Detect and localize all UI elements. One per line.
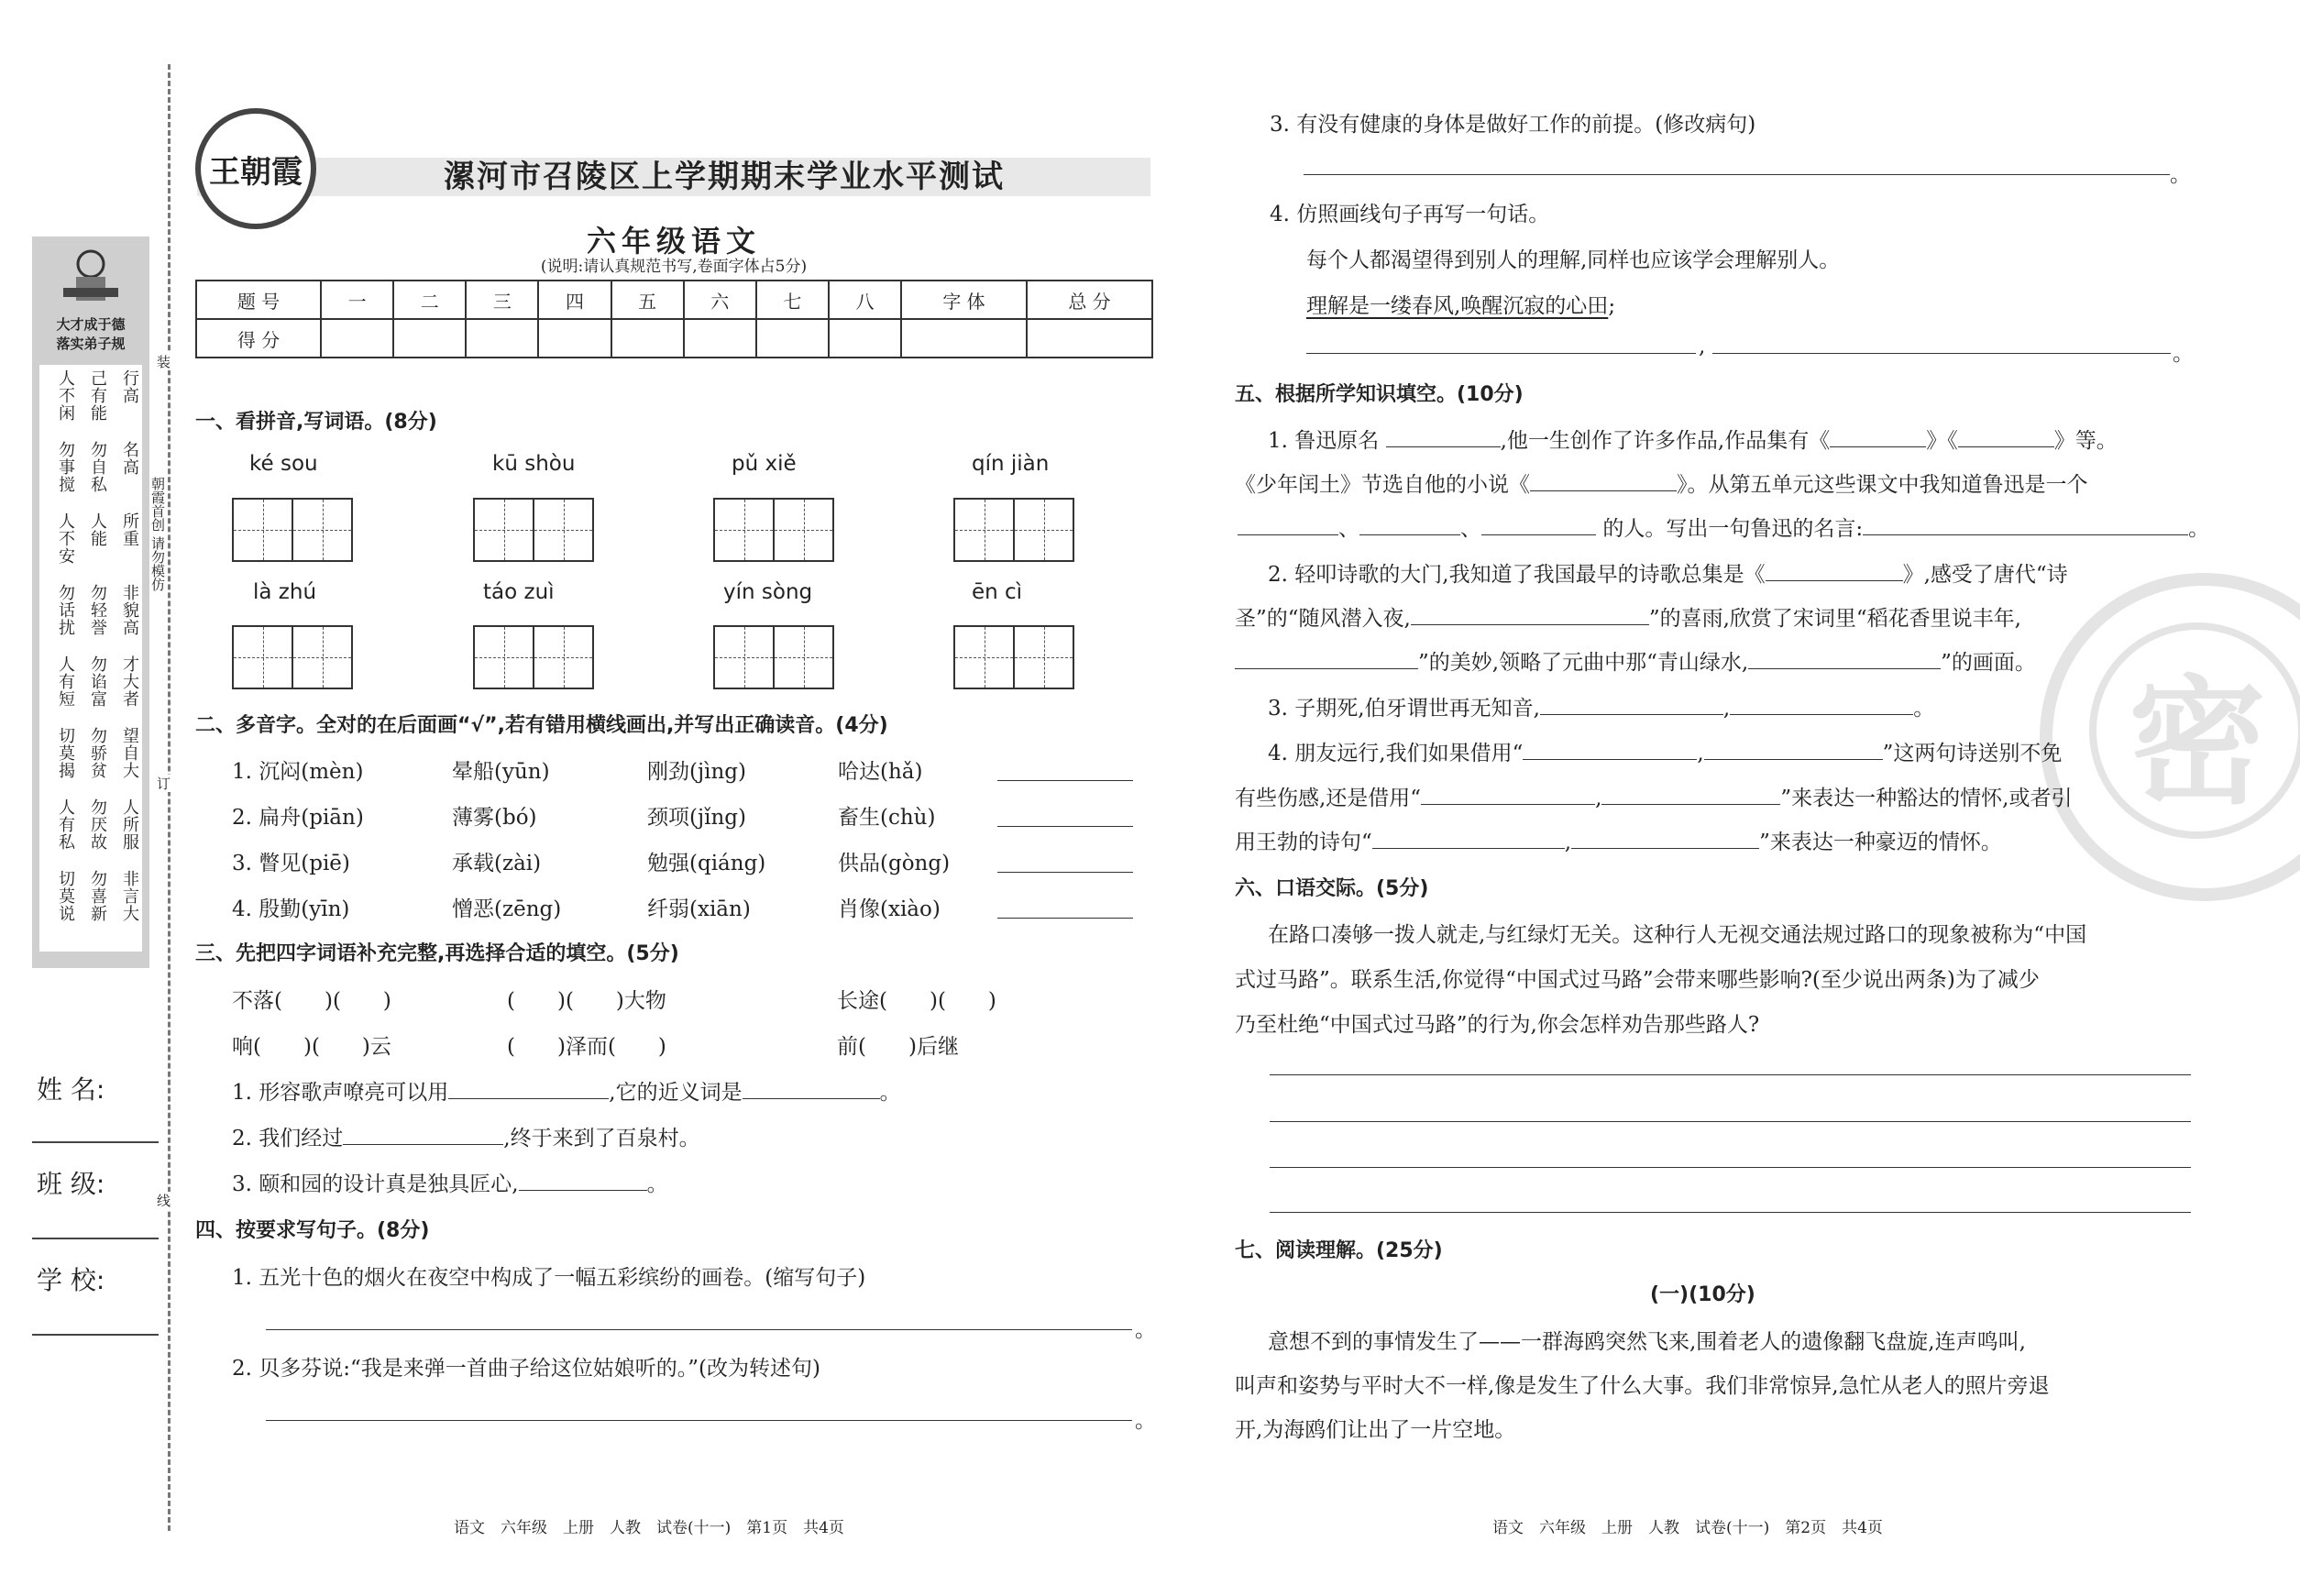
polyphone-item: 3. 瞥见(piē) — [232, 852, 350, 875]
name-label: 姓 名: — [37, 1074, 105, 1105]
class-label: 班 级: — [37, 1169, 105, 1199]
s3-question-3: 3. 颐和园的设计真是独具匠心, 。 — [232, 1172, 668, 1196]
score-table — [195, 280, 1153, 358]
blank[interactable] — [1481, 534, 1596, 535]
fold-mark-ding: 订 — [155, 776, 171, 790]
idiom-item: ( )( )大物 — [507, 989, 666, 1013]
pinyin-label: qín jiàn — [972, 452, 1050, 476]
answer-line[interactable] — [266, 1329, 1132, 1330]
score-header-cell: 八 — [829, 281, 901, 319]
footer-left: 语文 六年级 上册 人教 试卷(十一) 第1页 共4页 — [454, 1519, 844, 1537]
polyphone-item: 晕船(yūn) — [452, 760, 550, 784]
polyphone-item: 憎恶(zēng) — [452, 897, 562, 921]
idiom-item: ( )泽而( ) — [507, 1035, 666, 1059]
reading-paragraph-line: 意想不到的事情发生了——一群海鸥突然飞来,围着老人的遗像翻飞盘旋,连声鸣叫, — [1268, 1330, 2026, 1354]
score-header-cell: 七 — [756, 281, 829, 319]
blank[interactable] — [1411, 624, 1649, 625]
answer-line[interactable] — [997, 780, 1133, 781]
s4-question-3: 3. 有没有健康的身体是做好工作的前提。(修改病句) — [1270, 113, 1756, 137]
answer-line[interactable] — [1270, 1121, 2191, 1122]
answer-line[interactable] — [1304, 174, 2170, 175]
s5-q2-line2: 圣”的“随风潜入夜, ”的喜雨,欣赏了宋词里“稻花香里说丰年, — [1235, 607, 2021, 631]
pinyin-label: ēn cì — [972, 580, 1023, 604]
answer-line[interactable] — [997, 872, 1133, 873]
score-header-cell: 二 — [393, 281, 466, 319]
polyphone-item: 2. 扁舟(piān) — [232, 806, 364, 830]
idiom-item: 长途( )( ) — [837, 989, 996, 1013]
score-header-cell: 三 — [466, 281, 538, 319]
blank[interactable] — [1238, 534, 1338, 535]
reading-paragraph-line: 开,为海鸥们让出了一片空地。 — [1235, 1418, 1516, 1442]
pinyin-label: pǔ xiě — [732, 452, 797, 476]
s4-q4-underlined: 理解是一缕春风,唤醒沉寂的心田; — [1306, 294, 1616, 318]
writing-grid[interactable] — [953, 625, 1074, 689]
score-header-cell: 五 — [611, 281, 684, 319]
blank[interactable] — [1421, 804, 1595, 805]
answer-line[interactable] — [1270, 1074, 2191, 1075]
s6-paragraph-line: 在路口凑够一拨人就走,与红绿灯无关。这种行人无视交通法规过路口的现象被称为“中国 — [1268, 923, 2087, 947]
polyphone-item: 勉强(qiáng) — [647, 852, 766, 875]
period: 。 — [1135, 1318, 1156, 1342]
writing-grid[interactable] — [232, 625, 353, 689]
blank[interactable] — [519, 1190, 647, 1191]
score-cell[interactable] — [901, 319, 1027, 358]
answer-line[interactable] — [266, 1420, 1132, 1421]
pinyin-label: yín sòng — [723, 580, 813, 604]
s3-question-1: 1. 形容歌声嘹亮可以用 ,它的近义词是 。 — [232, 1081, 901, 1105]
sidebar-sayings: 人不闲 己有能 行高 勿事搅 勿自私 名高 人不安 人能 所重 勿话扰 勿轻誉 非貌高 人有短 勿谄富 才大者 切莫揭 勿骄贫 望自大 人有私 勿厌故 人所服 切莫说 勿喜新 非言大 — [39, 365, 142, 952]
comma: , — [1699, 335, 1706, 358]
answer-line[interactable] — [1270, 1167, 2191, 1168]
answer-line[interactable] — [1270, 1212, 2191, 1213]
score-row-label: 得 分 — [196, 319, 321, 358]
score-header-cell: 题 号 — [196, 281, 321, 319]
reading-paragraph-line: 叫声和姿势与平时大不一样,像是发生了什么大事。我们非常惊异,急忙从老人的照片旁退 — [1235, 1374, 2050, 1398]
polyphone-item: 肖像(xiào) — [838, 897, 941, 921]
writing-grid[interactable] — [232, 498, 353, 562]
blank[interactable] — [1530, 490, 1677, 491]
score-cell[interactable] — [829, 319, 901, 358]
writing-grid[interactable] — [473, 498, 594, 562]
exam-title: 漯河市召陵区上学期期末学业水平测试 — [444, 159, 1005, 195]
s6-paragraph-line: 式过马路”。联系生活,你觉得“中国式过马路”会带来哪些影响?(至少说出两条)为了减少 — [1235, 968, 2040, 992]
score-cell[interactable] — [611, 319, 684, 358]
s5-q1-line1: 1. 鲁迅原名 ,他一生创作了许多作品,作品集有《 》《 》等。 — [1268, 429, 2118, 453]
blank[interactable] — [448, 1098, 609, 1099]
blank[interactable] — [1523, 759, 1697, 760]
blank[interactable] — [1748, 668, 1941, 669]
polyphone-item: 4. 殷勤(yīn) — [232, 897, 350, 921]
section7-heading: 七、阅读理解。(25分) — [1235, 1239, 1443, 1262]
polyphone-item: 1. 沉闷(mèn) — [232, 760, 364, 784]
score-header-cell: 字 体 — [901, 281, 1027, 319]
school-label: 学 校: — [37, 1265, 105, 1295]
blank[interactable] — [1359, 534, 1460, 535]
blank[interactable] — [1704, 759, 1883, 760]
score-header-cell: 总 分 — [1027, 281, 1152, 319]
footer-right: 语文 六年级 上册 人教 试卷(十一) 第2页 共4页 — [1492, 1519, 1883, 1537]
score-header-cell: 六 — [684, 281, 756, 319]
score-cell[interactable] — [393, 319, 466, 358]
pinyin-label: táo zuì — [483, 580, 555, 604]
polyphone-item: 哈达(hǎ) — [838, 760, 923, 784]
polyphone-item: 纤弱(xiān) — [647, 897, 751, 921]
blank[interactable] — [1730, 714, 1913, 715]
s3-question-2: 2. 我们经过 ,终于来到了百泉村。 — [232, 1127, 700, 1150]
s5-q4-line1: 4. 朋友远行,我们如果借用“ , ”这两句诗送别不免 — [1268, 742, 2063, 765]
polyphone-item: 承载(zài) — [452, 852, 542, 875]
blank[interactable] — [1386, 446, 1501, 447]
section4-heading: 四、按要求写句子。(8分) — [195, 1219, 430, 1242]
answer-line[interactable] — [997, 826, 1133, 827]
score-header-cell: 四 — [538, 281, 611, 319]
s5-q2-line3: ”的美妙,领略了元曲中那“青山绿水, ”的画面。 — [1235, 645, 2036, 676]
writing-grid[interactable] — [473, 625, 594, 689]
answer-line[interactable] — [1306, 353, 1696, 354]
name-field[interactable] — [32, 1141, 159, 1143]
s5-q1-line3: 、 、 的人。写出一句鲁迅的名言: 。 — [1238, 512, 2209, 542]
section3-heading: 三、先把四字词语补充完整,再选择合适的填空。(5分) — [195, 942, 679, 965]
score-header-cell: 一 — [321, 281, 393, 319]
s5-q1-line2: 《少年闰土》节选自他的小说《 》。从第五单元这些课文中我知道鲁迅是一个 — [1235, 473, 2088, 497]
blank[interactable] — [1830, 446, 1926, 447]
blank[interactable] — [1863, 534, 2188, 535]
writing-grid[interactable] — [713, 498, 834, 562]
score-cell[interactable] — [538, 319, 611, 358]
fold-mark-xian: 线 — [155, 1194, 171, 1207]
sidebar-motto: 大才成于德 落实弟子规 — [56, 316, 126, 352]
score-cell[interactable] — [466, 319, 538, 358]
s4-question-4: 4. 仿照画线句子再写一句话。 — [1270, 203, 1550, 226]
subject-title: 六年级语文 — [586, 224, 761, 259]
idiom-item: 不落( )( ) — [232, 989, 391, 1013]
polyphone-item: 颈项(jǐng) — [647, 806, 746, 830]
writing-grid[interactable] — [713, 625, 834, 689]
writing-grid[interactable] — [953, 498, 1074, 562]
pinyin-label: là zhú — [253, 580, 317, 604]
blank[interactable] — [743, 1098, 880, 1099]
s4-question-1: 1. 五光十色的烟火在夜空中构成了一幅五彩缤纷的画卷。(缩写句子) — [232, 1266, 866, 1290]
blank[interactable] — [343, 1144, 503, 1145]
pinyin-label: ké sou — [249, 452, 318, 476]
pinyin-label: kū shòu — [492, 452, 576, 476]
blank[interactable] — [1540, 714, 1723, 715]
score-cell[interactable] — [321, 319, 393, 358]
idiom-item: 前( )后继 — [837, 1035, 959, 1059]
blank[interactable] — [1372, 848, 1565, 849]
section6-heading: 六、口语交际。(5分) — [1235, 877, 1429, 900]
s5-q2-line1: 2. 轻叩诗歌的大门,我知道了我国最早的诗歌总集是《 》,感受了唐代“诗 — [1268, 563, 2068, 587]
polyphone-item: 刚劲(jìng) — [647, 760, 746, 784]
polyphone-item: 畜生(chù) — [838, 806, 936, 830]
class-field[interactable] — [32, 1238, 159, 1239]
blank[interactable] — [1571, 848, 1759, 849]
idiom-item: 响( )( )云 — [232, 1035, 391, 1059]
blank[interactable] — [1235, 668, 1418, 669]
section1-heading: 一、看拼音,写词语。(8分) — [195, 411, 437, 434]
publisher-logo: 王朝霞 — [195, 108, 316, 229]
score-cell[interactable] — [756, 319, 829, 358]
copyright-note: 朝霞首创 请勿模仿 — [149, 477, 166, 591]
fold-mark-zhuang: 装 — [155, 355, 171, 369]
period: 。 — [1135, 1409, 1156, 1433]
s4-q4-example: 每个人都渴望得到别人的理解,同样也应该学会理解别人。 — [1306, 248, 1841, 272]
section5-heading: 五、根据所学知识填空。(10分) — [1235, 383, 1524, 406]
score-cell[interactable] — [684, 319, 756, 358]
blank[interactable] — [1601, 804, 1780, 805]
s6-paragraph-line: 乃至杜绝“中国式过马路”的行为,你会怎样劝告那些路人? — [1235, 1013, 1760, 1037]
s5-q4-line2: 有些伤感,还是借用“ , ”来表达一种豁达的情怀,或者引 — [1235, 787, 2073, 810]
reading-subheading: (一)(10分) — [1650, 1283, 1755, 1306]
sidebar-panel — [32, 237, 149, 968]
blank[interactable] — [1766, 580, 1903, 581]
polyphone-item: 薄雾(bó) — [452, 806, 537, 830]
answer-line[interactable] — [1712, 353, 2171, 354]
exam-note: (说明:请认真规范书写,卷面字体占5分) — [540, 258, 808, 276]
section2-heading: 二、多音字。全对的在后面画“√”,若有错用横线画出,并写出正确读音。(4分) — [195, 714, 888, 737]
s4-question-2: 2. 贝多芬说:“我是来弹一首曲子给这位姑娘听的。”(改为转述句) — [232, 1357, 820, 1381]
period: 。 — [2170, 163, 2191, 187]
scholar-figure-icon — [58, 244, 124, 310]
s5-q4-line3: 用王勃的诗句“ , ”来表达一种豪迈的情怀。 — [1235, 831, 2002, 854]
answer-line[interactable] — [997, 918, 1133, 919]
fold-dashed-line — [168, 64, 171, 1531]
school-field[interactable] — [32, 1334, 159, 1336]
period: 。 — [2173, 342, 2194, 366]
score-cell[interactable] — [1027, 319, 1152, 358]
secret-stamp-icon: 密 — [2040, 573, 2300, 901]
s5-q3: 3. 子期死,伯牙谓世再无知音, , 。 — [1268, 697, 1935, 721]
polyphone-item: 供品(gòng) — [838, 852, 951, 875]
blank[interactable] — [1958, 446, 2054, 447]
